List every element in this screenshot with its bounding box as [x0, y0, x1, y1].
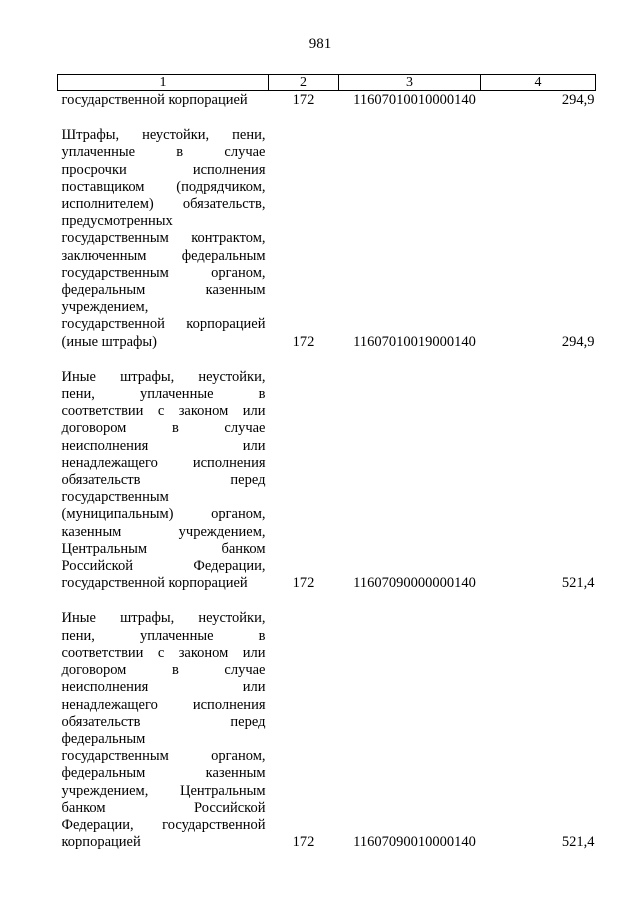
column-header-4: 4	[481, 75, 596, 91]
row-name-line: учреждением,	[61, 299, 149, 316]
row-name-line: Центральным банком	[61, 540, 266, 557]
row-name-line: поставщиком (подрядчиком,	[61, 178, 266, 195]
row-name-line: просрочки исполнения	[61, 161, 266, 178]
row-name-line: соответствии с законом или	[61, 644, 266, 661]
row-kbk-code: 11607090010000140	[353, 834, 476, 851]
row-name-line: Федерации, государственной	[61, 816, 266, 833]
row-name-line: пени, уплаченные в	[61, 627, 266, 644]
row-admin-code: 172	[292, 834, 315, 851]
row-admin-code: 172	[292, 92, 315, 108]
row-name-line: государственным органом,	[61, 748, 266, 765]
row-name-line: корпорацией	[61, 834, 141, 851]
row-name-cell	[58, 351, 269, 593]
row-name-line: договором в случае	[61, 420, 266, 437]
row-name-line: предусмотренных	[61, 213, 173, 230]
budget-table	[57, 74, 596, 851]
row-name-line: Иные штрафы, неустойки,	[61, 368, 266, 385]
row-admin-code: 172	[292, 575, 315, 592]
column-header-1: 1	[58, 75, 269, 91]
row-name-line: федеральным казенным	[61, 282, 266, 299]
table-body	[58, 91, 596, 852]
row-amount: 521,4	[561, 834, 595, 851]
row-name-line: казенным учреждением,	[61, 523, 266, 540]
row-name-line: федеральным	[61, 730, 146, 747]
row-kbk-code: 11607010010000140	[353, 92, 476, 108]
table-row	[58, 91, 596, 110]
column-header-2: 2	[269, 75, 339, 91]
row-name-line: Российской Федерации,	[61, 558, 266, 575]
table-row	[58, 109, 596, 351]
row-name-line: соответствии с законом или	[61, 403, 266, 420]
row-name-line: исполнителем) обязательств,	[61, 196, 266, 213]
row-name-line: государственным	[61, 489, 169, 506]
row-name-line: обязательств перед	[61, 472, 266, 489]
row-name-line: неисполнения или	[61, 679, 266, 696]
row-name-line: договором в случае	[61, 662, 266, 679]
row-name-cell	[58, 592, 269, 851]
row-name-line: банком Российской	[61, 799, 266, 816]
page-number: 981	[308, 36, 332, 52]
row-name-line: государственной корпорацией	[61, 316, 266, 333]
row-kbk-code: 11607090000000140	[353, 575, 476, 592]
row-name-line: государственным органом,	[61, 264, 266, 281]
row-name-line: учреждением, Центральным	[61, 782, 266, 799]
row-name-line: государственным контрактом,	[61, 230, 266, 247]
row-name-line: заключенным федеральным	[61, 247, 266, 264]
row-name-line: ненадлежащего исполнения	[61, 696, 266, 713]
row-name-line: государственной корпорацией	[61, 92, 248, 108]
column-header-3: 3	[339, 75, 481, 91]
row-name-line: неисполнения или	[61, 437, 266, 454]
row-name-line: обязательств перед	[61, 713, 266, 730]
row-name-line: федеральным казенным	[61, 765, 266, 782]
row-name-line: (муниципальным) органом,	[61, 506, 266, 523]
row-name-line: (иные штрафы)	[61, 333, 157, 350]
row-amount: 294,9	[561, 92, 595, 108]
table-header-row	[58, 75, 596, 91]
row-name-line: Иные штрафы, неустойки,	[61, 610, 266, 627]
table-row	[58, 351, 596, 593]
row-name-line: пени, уплаченные в	[61, 386, 266, 403]
row-name-cell	[58, 109, 269, 351]
row-name-cell	[58, 91, 269, 110]
row-admin-code: 172	[292, 333, 315, 350]
row-name-line: государственной корпорацией	[61, 575, 248, 592]
row-kbk-code: 11607010019000140	[353, 333, 476, 350]
table-row	[58, 592, 596, 851]
row-name-line: уплаченные в случае	[61, 144, 266, 161]
row-amount: 521,4	[561, 575, 595, 592]
row-name-line: Штрафы, неустойки, пени,	[61, 127, 266, 144]
row-amount: 294,9	[561, 333, 595, 350]
row-name-line: ненадлежащего исполнения	[61, 454, 266, 471]
